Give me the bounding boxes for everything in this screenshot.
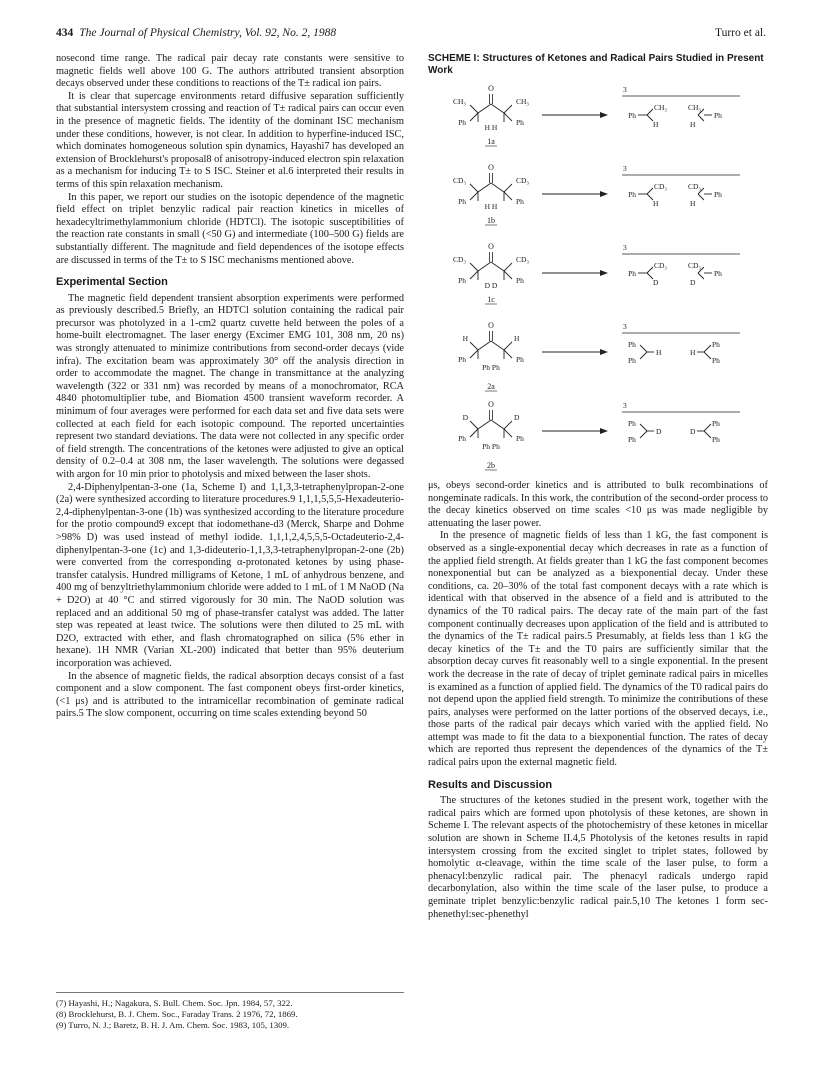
substituent-label: D xyxy=(462,413,468,422)
bond xyxy=(478,262,491,271)
right-column xyxy=(428,480,768,921)
substituent-label: CD₃ xyxy=(688,182,702,191)
bond xyxy=(698,115,704,121)
substituent-label: CD₃ xyxy=(688,261,702,270)
substituent-label: CH₃ xyxy=(452,97,466,106)
alpha-atom-label: H xyxy=(653,199,659,208)
substituent-label: CD₃ xyxy=(516,255,530,264)
bond xyxy=(698,194,704,200)
bond xyxy=(491,183,504,192)
phenyl-pair-label: Ph Ph xyxy=(482,442,500,451)
oxygen-label: O xyxy=(488,321,494,330)
oxygen-label: O xyxy=(488,163,494,172)
bond xyxy=(470,263,478,271)
phenyl-label: Ph xyxy=(516,434,524,443)
page-header xyxy=(56,27,766,43)
bond xyxy=(470,421,478,429)
alpha-atom-label: H xyxy=(690,120,696,129)
bond xyxy=(504,429,512,437)
alpha-atom-label: D xyxy=(653,278,659,287)
alpha-atom-label: H xyxy=(690,199,696,208)
alpha-atom-label: D xyxy=(656,427,662,436)
bond xyxy=(504,271,512,279)
bond xyxy=(478,104,491,113)
oxygen-label: O xyxy=(488,84,494,93)
substituent-label: H xyxy=(462,334,468,343)
left-column xyxy=(56,53,404,721)
paragraph: It is clear that supercage environments retard diffusive separation sufficiently that substantial intersystem crossing and reaction of T± radical pairs can occur even in the presence of magnetic fields. The identity of the dominant ISC mechanism under these conditions, however, is not clear. In addition to hyperfine-induced ISC, which dominates homogeneous solution spin dynamics, Hayashi7 has developed an extension of Brocklehurst's proposal8 of anisotropy-induced electron spin relaxation as a mechanism for inducing T± to S ISC. Steiner et al.6 interpreted their results in terms of this spin relaxation mechanism. xyxy=(56,90,404,190)
compound-label: 2b xyxy=(487,461,495,470)
substituent-label: CH₃ xyxy=(516,97,530,106)
bond xyxy=(470,342,478,350)
bond xyxy=(504,263,512,271)
reference: (9) Turro, N. J.; Baretz, B. H. J. Am. Chem. Soc. 1983, 105, 1309. xyxy=(56,1020,290,1030)
bond xyxy=(504,184,512,192)
oxygen-label: O xyxy=(488,400,494,409)
compound-label: 2a xyxy=(487,382,495,391)
substituent-label: D xyxy=(514,413,520,422)
paragraph: μs, obeys second-order kinetics and is attributed to bulk recombinations of nongeminate radicals. In this work, the contribution of the second-order process to the decay kinetics observed on time scales <10 μs was made negligible by attenuating the laser power. xyxy=(428,480,768,529)
paragraph: In this paper, we report our studies on the isotopic dependence of the magnetic field effect on triplet benzylic radical pair reaction kinetics in micelles of hexadecyltrimethylammonium chloride (HDTCl). The isotopic susceptibilities of the reaction rate constants in small (<50 G) and intermediate (100–500 G) fields are substantially different. The magnitude and field dependences of the isotope effects are discussed in terms of the T± to S ISC mechanisms mentioned above. xyxy=(56,191,404,266)
bond xyxy=(470,105,478,113)
arrow-head xyxy=(600,428,608,434)
paragraph: The structures of the ketones studied in the present work, together with the radical pairs which are formed upon photolysis of these ketones, are shown in Scheme I. The relevant aspects of the photochemistry of these ketones in micellar solution are shown in Scheme II.4,5 Photolysis of the ketones results in rapid intersystem crossing from the excited singlet to triplet states, followed by homolytic α-cleavage, within the time scale of the laser pulse, to form a phenacyl:benzylic radical pair. The phenacyl radicals undergo rapid decarbonylation, also within the time scale of the laser pulse, to produce a geminate triplet benzylic:benzylic radical pair.5,10 The ketones 1 form sec-phenethyl:sec-phenethyl xyxy=(428,795,768,920)
substituent-label: CH₃ xyxy=(654,103,668,112)
bond xyxy=(478,341,491,350)
phenyl-label: Ph xyxy=(458,118,466,127)
bond xyxy=(491,341,504,350)
experimental-heading: Experimental Section xyxy=(56,276,168,289)
bond xyxy=(640,352,647,359)
phenyl-label: Ph xyxy=(712,435,720,444)
bond xyxy=(470,184,478,192)
bond xyxy=(504,421,512,429)
alpha-atom-label: D xyxy=(690,427,696,436)
bond xyxy=(640,431,647,438)
arrow-head xyxy=(600,191,608,197)
phenyl-label: Ph xyxy=(458,276,466,285)
phenyl-label: Ph xyxy=(516,276,524,285)
phenyl-label: Ph xyxy=(458,355,466,364)
results-heading: Results and Discussion xyxy=(428,778,553,791)
alpha-atom-label: H xyxy=(690,348,696,357)
phenyl-label: Ph xyxy=(714,111,722,120)
substituent-label: CD₃ xyxy=(654,182,668,191)
footnote-references xyxy=(56,992,404,1031)
bond xyxy=(640,424,647,431)
phenyl-label: Ph xyxy=(712,356,720,365)
alpha-atoms-label: H H xyxy=(484,202,498,211)
substituent-label: H xyxy=(514,334,520,343)
bond xyxy=(504,113,512,121)
reference: (8) Brocklehurst, B. J. Chem. Soc., Faraday Trans. 2 1976, 72, 1869. xyxy=(56,1009,298,1019)
phenyl-label: Ph xyxy=(458,434,466,443)
paragraph: nosecond time range. The radical pair decay rate constants were sensitive to magnetic fields well above 100 G. The authors attributed transient absorption decays observed under these conditions to reactions of the T± radical ion pairs. xyxy=(56,53,404,90)
running-authors: Turro et al. xyxy=(714,27,766,39)
phenyl-pair-label: Ph Ph xyxy=(482,363,500,372)
journal-title: The Journal of Physical Chemistry, Vol. 92, No. 2, 1988 xyxy=(79,27,337,39)
arrow-head xyxy=(600,349,608,355)
phenyl-label: Ph xyxy=(628,435,636,444)
bond xyxy=(640,345,647,352)
bond xyxy=(470,192,478,200)
phenyl-label: Ph xyxy=(628,190,636,199)
alpha-atom-label: H xyxy=(656,348,662,357)
bond xyxy=(647,188,653,194)
bond xyxy=(491,262,504,271)
bond xyxy=(704,352,711,359)
alpha-atom-label: H xyxy=(653,120,659,129)
triplet-superscript: 3 xyxy=(623,85,627,94)
reference: (7) Hayashi, H.; Nagakura, S. Bull. Chem. Soc. Jpn. 1984, 57, 322. xyxy=(56,998,293,1008)
substituent-label: CH₃ xyxy=(688,103,702,112)
phenyl-label: Ph xyxy=(516,197,524,206)
phenyl-label: Ph xyxy=(628,419,636,428)
bond xyxy=(698,273,704,279)
bond xyxy=(470,429,478,437)
phenyl-label: Ph xyxy=(714,190,722,199)
phenyl-label: Ph xyxy=(714,269,722,278)
bond xyxy=(478,420,491,429)
phenyl-label: Ph xyxy=(516,118,524,127)
phenyl-label: Ph xyxy=(712,340,720,349)
bond xyxy=(491,420,504,429)
compound-label: 1b xyxy=(487,216,495,225)
oxygen-label: O xyxy=(488,242,494,251)
bond xyxy=(504,105,512,113)
substituent-label: CD₃ xyxy=(654,261,668,270)
scheme-diagram xyxy=(440,83,760,478)
substituent-label: CD₃ xyxy=(452,255,466,264)
triplet-superscript: 3 xyxy=(623,243,627,252)
alpha-atom-label: D xyxy=(690,278,696,287)
arrow-head xyxy=(600,270,608,276)
phenyl-label: Ph xyxy=(516,355,524,364)
paragraph: The magnetic field dependent transient absorption experiments were performed as previously described.5 Briefly, an HDTCl solution containing the radical pair precursor was photolyzed in a 1-cm2 quartz cuvette held between the poles of a home-built electromagnet. The laser energy (Excimer EMG 101, 308 nm, 20 ns) was strongly attenuated to minimize contributions from second-order decays (vide infra). The excitation beam was approximately 30° off the analysis direction in order to accommodate the magnet. The change in transmittance at the analyzing wavelength (322 or 331 nm) was recorded by means of a monochromator, RCA 4840 photomultiplier tube, and Biomation 4500 transient waveform recorder. A minimum of four averages were performed for each data set and five data sets were collected at each field for each isotopic compound. The reported uncertainties represent two standard deviations. The data were not collected in any specific order of field strength. The concentrations of the ketones were adjusted to give an optical density of 0.2–0.4 at 308 nm, the laser wavelength. The solutions were degassed with argon for 10 min prior to photolysis and mixed between the laser shots. xyxy=(56,292,404,480)
compound-label: 1c xyxy=(487,295,495,304)
alpha-atoms-label: H H xyxy=(484,123,498,132)
phenyl-label: Ph xyxy=(458,197,466,206)
bond xyxy=(478,183,491,192)
alpha-atoms-label: D D xyxy=(484,281,498,290)
phenyl-label: Ph xyxy=(628,111,636,120)
triplet-superscript: 3 xyxy=(623,401,627,410)
bond xyxy=(470,113,478,121)
bond xyxy=(704,431,711,438)
bond xyxy=(647,267,653,273)
bond xyxy=(470,271,478,279)
paragraph: In the presence of magnetic fields of less than 1 kG, the fast component is observed as a single-exponential decay which decreases in rate as a function of the applied field strength. At fields greater than 1 kG the fast component becomes nonexponential but can be analyzed as a biexponential decay. Under these conditions, ca. 20–30% of the total fast component decays with a rate which is identical with that observed in the absence of a field and is attributed to the dynamics of the T0 radical pairs. The decay rate of the main part of the fast component continually decreases upon application of the field and is attributed to the dynamics of the T± radical pairs.5 Presumably, at fields less than 1 kG the decay kinetics of the T± and the T0 pairs are sufficiently similar that the absorption decay curves fit reasonably well to a single exponential. In the present work the decrease in the rate of decay of triplet geminate radical pairs in micelles is examined as a function of applied field. The dynamics of the T0 radical pairs do not depend upon the applied field strength. To minimize the contributions of these pairs, analyses were performed on the latter portions of the observed decays, i.e., those parts of the radical pair decays which varied with the applied field. No attempt was made to fit the data to a biexponential function. The rates of decay which are reported thus represent the dependences of the dynamics of the T± radical pairs upon the external magnetic field. xyxy=(428,530,768,769)
triplet-superscript: 3 xyxy=(623,164,627,173)
paragraph: In the absence of magnetic fields, the radical absorption decays consist of a fast component and a slow component. The fast component obeys first-order kinetics, (<1 μs) and is attributed to the intramicellar recombination of geminate radical pairs.5 The slow component, occurring on time scales extending beyond 50 xyxy=(56,670,404,720)
phenyl-label: Ph xyxy=(628,356,636,365)
arrow-head xyxy=(600,112,608,118)
scheme-title: SCHEME I: Structures of Ketones and Radical Pairs Studied in Present Work xyxy=(428,53,764,76)
phenyl-label: Ph xyxy=(628,340,636,349)
bond xyxy=(470,350,478,358)
triplet-superscript: 3 xyxy=(623,322,627,331)
bond xyxy=(704,345,711,352)
paragraph: 2,4-Diphenylpentan-3-one (1a, Scheme I) and 1,1,3,3-tetraphenylpropan-2-one (2a) were synthesized according to literature procedures.9 1,1,1,5,5,5-Hexadeuterio-2,4-diphenylpentan-3-one (1b) was synthesized according to the literature procedure for the protio compound9 except that iodomethane-d3 (Merck, Sharpe and Dohme >98% D) was used instead of methyl iodide. 1,1,1,2,4,5,5,5-Octadeuterio-2,4-diphenylpentan-3-one (1c) and 1,3-dideuterio-1,1,3,3-tetraphenylpropan-2-one (2b) were converted from the corresponding α-protonated ketones by using phase-transfer catalysis. Hundred milligrams of Ketone, 1 mL of anhydrous benzene, and 400 mg of benzyltriethylammonium chloride were added to 1 mL of 1 M NaOD (Na + D2O) at 40 °C and stirred vigorously for 30 min. The NaOD solution was replaced and an additional 50 mg of phase-transfer catalyst was added. The latter step was repeated at least twice. The solutions were then diluted to 25 mL with D2O, extracted with ether, and flash chromatographed on silica (5% ether in hexane). 1H NMR (Varian XL-200) indicated that better than 95% deuterium incorporation was achieved. xyxy=(56,481,404,669)
compound-label: 1a xyxy=(487,137,495,146)
phenyl-label: Ph xyxy=(628,269,636,278)
page-number: 434 xyxy=(56,27,74,39)
substituent-label: CD₃ xyxy=(452,176,466,185)
substituent-label: CD₃ xyxy=(516,176,530,185)
bond xyxy=(491,104,504,113)
bond xyxy=(647,109,653,115)
bond xyxy=(504,350,512,358)
bond xyxy=(504,342,512,350)
bond xyxy=(704,424,711,431)
phenyl-label: Ph xyxy=(712,419,720,428)
bond xyxy=(504,192,512,200)
